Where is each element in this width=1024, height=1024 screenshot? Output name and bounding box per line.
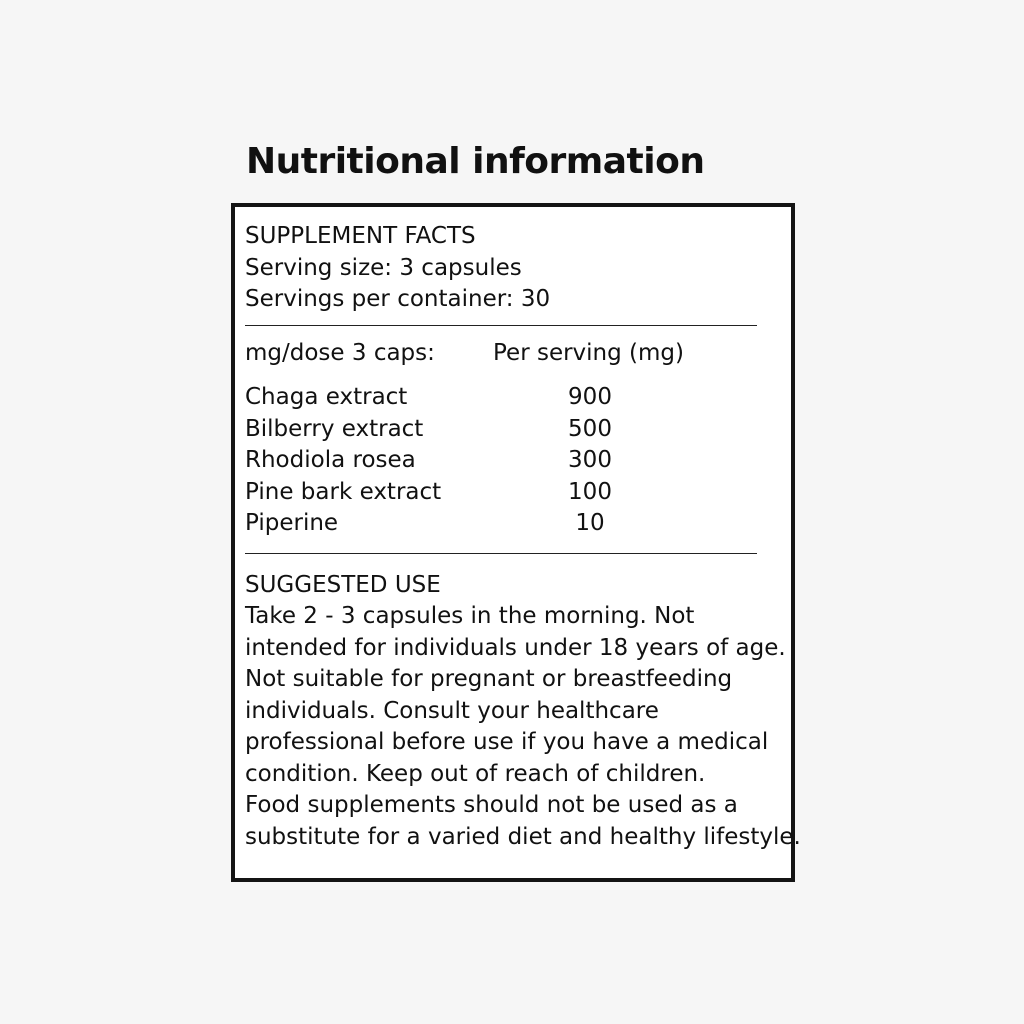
suggested-use-line: substitute for a varied diet and healthy lifestyle. (245, 823, 801, 850)
divider-bottom (245, 553, 757, 554)
suggested-use-line: Not suitable for pregnant or breastfeeding (245, 666, 733, 692)
ingredient-name: Rhodiola rosea (245, 447, 416, 473)
supplement-facts-title: SUPPLEMENT FACTS (245, 223, 476, 249)
supplement-facts-panel (231, 203, 801, 882)
ingredient-amount: 300 (568, 447, 612, 473)
divider-top (245, 325, 757, 326)
suggested-use-body (245, 601, 801, 853)
suggested-use-line: intended for individuals under 18 years of age. (245, 634, 786, 661)
serving-size-text: Serving size: 3 capsules (245, 255, 522, 281)
ingredient-amount: 500 (568, 415, 612, 442)
suggested-use-line: professional before use if you have a medical (245, 729, 769, 755)
ingredient-name: Chaga extract (245, 384, 408, 410)
suggested-use-line: condition. Keep out of reach of children. (245, 760, 706, 787)
dose-column-header: mg/dose 3 caps: (245, 340, 435, 366)
page-title: Nutritional information (246, 141, 705, 182)
ingredient-amount: 900 (568, 384, 612, 410)
ingredient-name: Pine bark extract (245, 478, 442, 505)
suggested-use-line: Food supplements should not be used as a (245, 792, 738, 818)
per-serving-column-header: Per serving (mg) (493, 340, 684, 366)
ingredient-amount: 100 (568, 478, 612, 505)
ingredient-name: Bilberry extract (245, 415, 424, 442)
ingredient-amount: 10 (575, 510, 605, 536)
suggested-use-title: SUGGESTED USE (245, 572, 441, 598)
ingredient-name: Piperine (245, 510, 339, 536)
servings-per-container-text: Servings per container: 30 (245, 286, 551, 312)
suggested-use-line: individuals. Consult your healthcare (245, 697, 659, 724)
suggested-use-line: Take 2 - 3 capsules in the morning. Not (245, 603, 695, 629)
